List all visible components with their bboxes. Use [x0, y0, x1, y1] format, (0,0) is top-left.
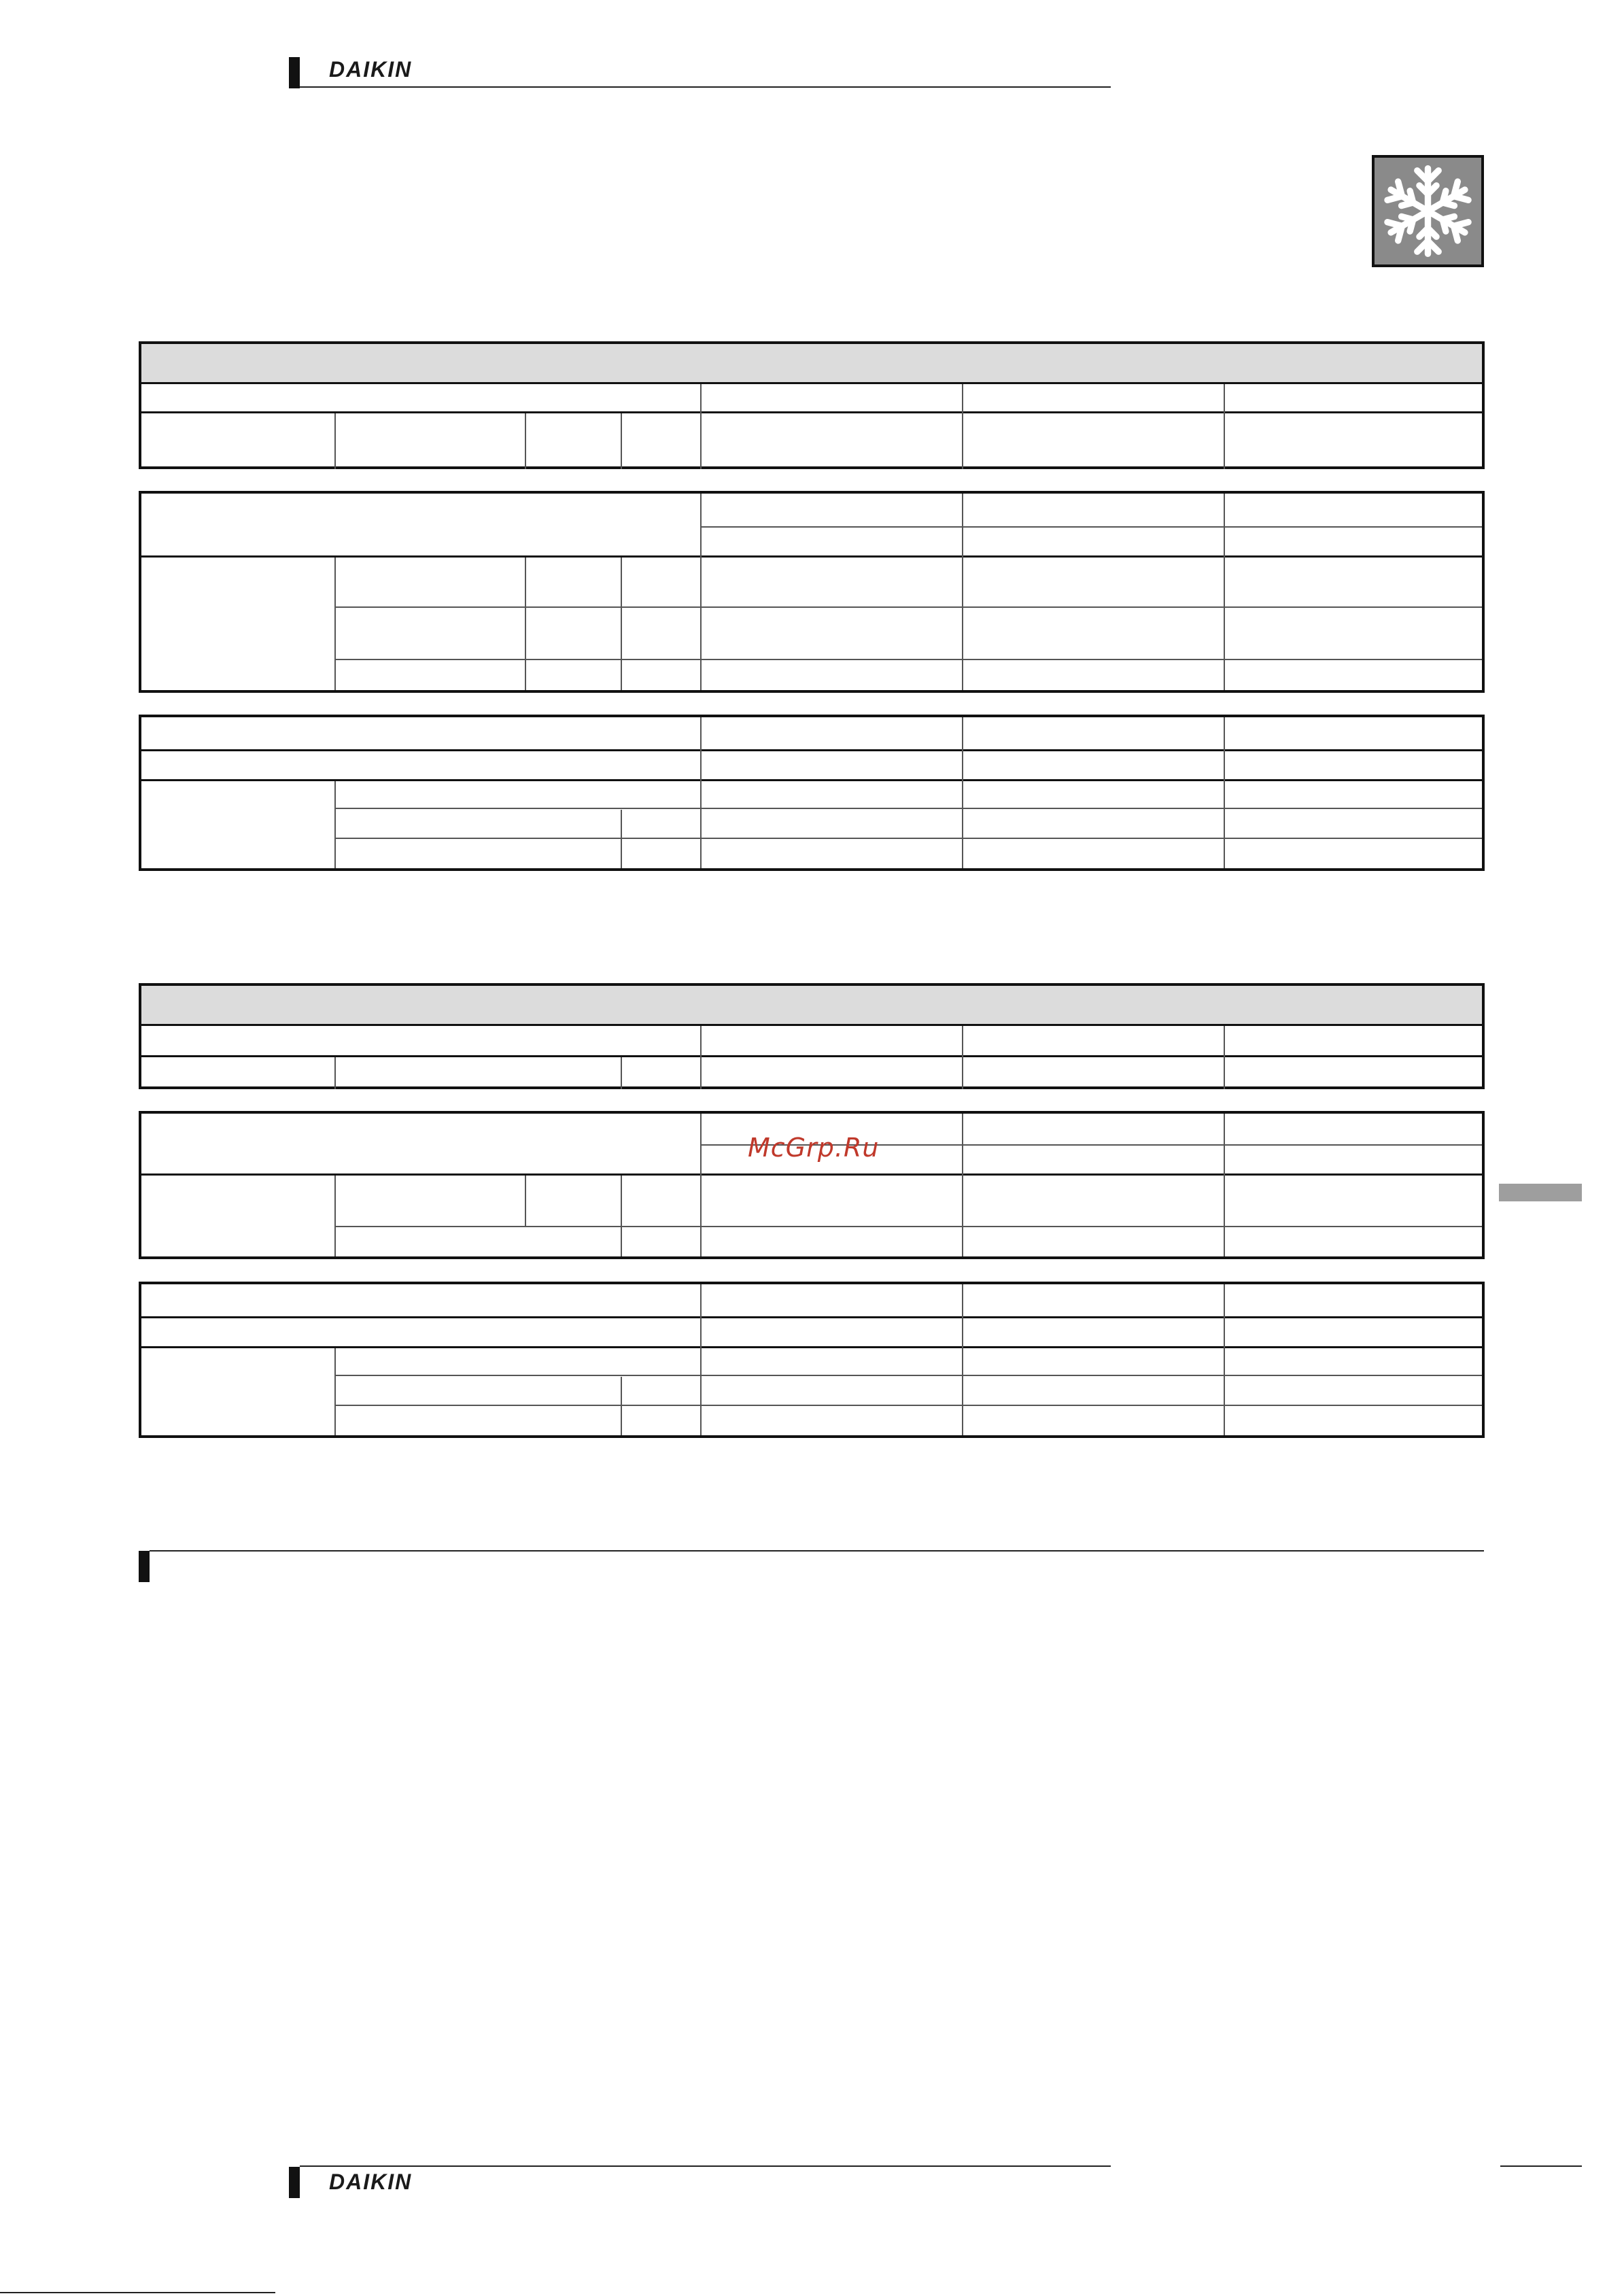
col-divider [621, 1377, 622, 1435]
table-2a-header [141, 986, 1482, 1026]
col-divider [700, 494, 702, 690]
col-divider [962, 1026, 963, 1089]
col-divider [334, 781, 336, 868]
col-divider [525, 558, 526, 690]
col-divider [621, 1176, 622, 1256]
col-divider [962, 1284, 963, 1435]
col-divider [962, 494, 963, 690]
col-divider [1224, 1284, 1225, 1435]
row-divider [141, 1316, 1482, 1318]
col-divider [621, 558, 622, 690]
footer-rule [300, 2165, 1111, 2167]
header-brand-logo: DAIKIN [329, 57, 413, 82]
row-divider [334, 659, 1482, 660]
col-divider [334, 1176, 336, 1256]
row-divider [141, 749, 1482, 751]
row-divider [141, 411, 1482, 413]
footer-page-rule [1500, 2165, 1582, 2167]
col-divider [1224, 717, 1225, 868]
col-divider [962, 384, 963, 469]
row-divider [334, 808, 1482, 809]
col-divider [700, 384, 702, 469]
footer-brand-logo: DAIKIN [329, 2170, 413, 2194]
col-divider [700, 1026, 702, 1089]
col-divider [1224, 1026, 1225, 1089]
row-divider [334, 606, 1482, 608]
col-divider [334, 558, 336, 690]
row-divider [141, 779, 1482, 781]
row-divider [700, 526, 1482, 528]
footer-brand-bar [289, 2167, 300, 2198]
row-divider [334, 1226, 1482, 1227]
section-heading-rule [150, 1550, 1484, 1552]
col-divider [621, 413, 622, 469]
col-divider [1224, 384, 1225, 469]
table-1c [139, 715, 1485, 871]
header-brand-bar [289, 57, 300, 88]
table-1b [139, 491, 1485, 693]
row-divider [334, 838, 1482, 839]
col-divider [525, 413, 526, 469]
col-divider [334, 413, 336, 469]
col-divider [334, 1348, 336, 1435]
col-divider [1224, 1114, 1225, 1256]
col-divider [700, 1114, 702, 1256]
col-divider [962, 1114, 963, 1256]
header-rule [300, 86, 1111, 88]
col-divider [621, 810, 622, 868]
footer-bottom-rule [0, 2292, 275, 2293]
col-divider [700, 717, 702, 868]
snowflake-icon [1375, 158, 1481, 264]
table-1a-header [141, 344, 1482, 384]
snowflake-icon-box [1372, 155, 1484, 267]
side-tab-marker [1499, 1184, 1582, 1201]
col-divider [1224, 494, 1225, 690]
col-divider [700, 1284, 702, 1435]
col-divider [621, 1057, 622, 1089]
table-2c [139, 1282, 1485, 1438]
watermark-text: McGrp.Ru [748, 1133, 880, 1163]
table-1a [139, 341, 1485, 469]
row-divider [141, 555, 1482, 558]
table-2a [139, 983, 1485, 1089]
row-divider [334, 1405, 1482, 1406]
row-divider [334, 1375, 1482, 1376]
row-divider [141, 1173, 1482, 1176]
col-divider [962, 717, 963, 868]
section-heading-bar [139, 1551, 150, 1582]
row-divider [141, 1055, 1482, 1057]
col-divider [525, 1176, 526, 1226]
row-divider [141, 1346, 1482, 1348]
col-divider [334, 1057, 336, 1089]
